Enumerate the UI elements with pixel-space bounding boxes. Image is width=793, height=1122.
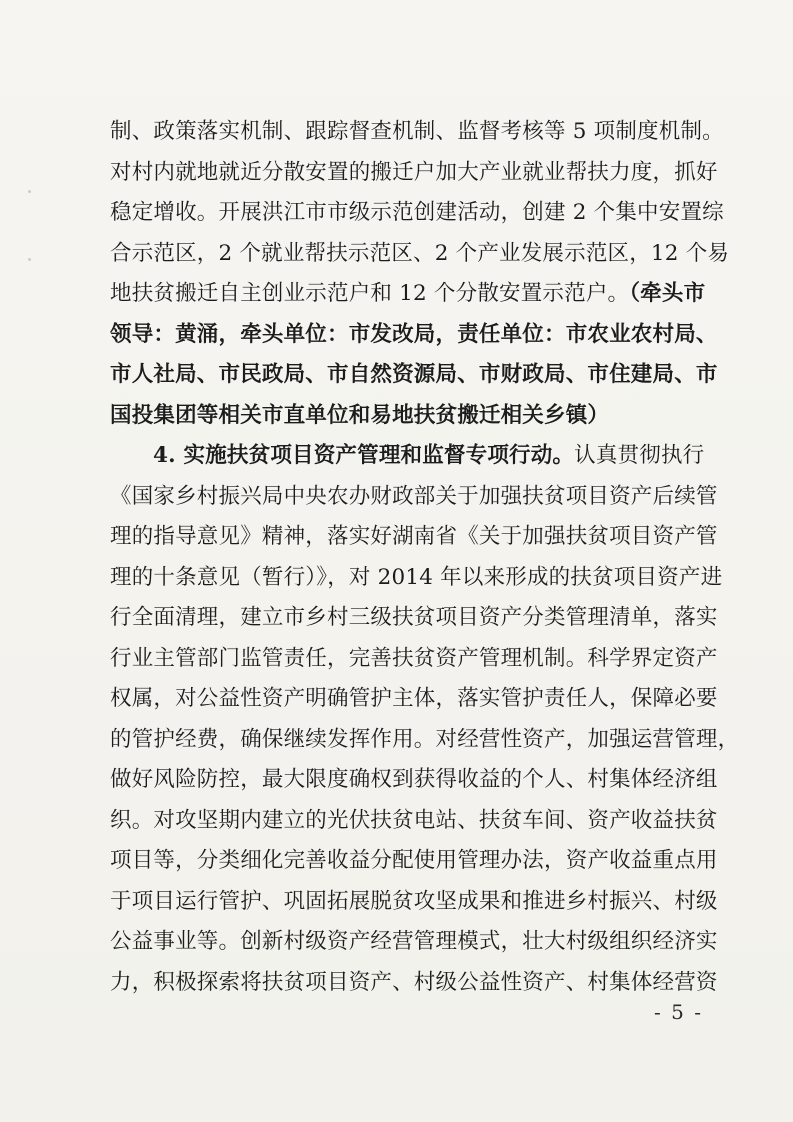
- section-heading-line: [110, 436, 710, 477]
- text-line: 于项目运行管护、巩固拓展脱贫攻坚成果和推进乡村振兴、村级: [110, 888, 718, 914]
- text-line: 制、政策落实机制、跟踪督查机制、监督考核等 5 项制度机制。: [110, 119, 724, 144]
- text-line: 行全面清理，建立市乡村三级扶贫项目资产分类管理清单，落实: [110, 605, 718, 630]
- text-segment: 认真贯彻执行: [574, 443, 705, 468]
- text-line: 项目等，分类细化完善收益分配使用管理办法，资产收益重点用: [110, 848, 718, 873]
- responsibility-note-line: 市人社局、市民政局、市自然资源局、市财政局、市住建局、市: [110, 362, 718, 387]
- text-line: 理的十条意见（暂行）》，对 2014 年以来形成的扶贫项目资产进: [110, 564, 723, 590]
- text-line: 理的指导意见》精神，落实好湖南省《关于加强扶贫项目资产管: [110, 524, 718, 549]
- text-line: [110, 274, 710, 315]
- section-heading: 4. 实施扶贫项目资产管理和监督专项行动。: [153, 443, 575, 468]
- text-line: 《国家乡村振兴局中央农办财政部关于加强扶贫项目资产后续管: [110, 483, 718, 509]
- text-line: 的管护经费，确保继续发挥作用。对经营性资产，加强运营管理，: [110, 726, 740, 752]
- responsibility-note-line: 国投集团等相关市直单位和易地扶贫搬迁相关乡镇）: [110, 402, 610, 428]
- text-line: 合示范区，2 个就业帮扶示范区、2 个产业发展示范区，12 个易: [110, 240, 730, 266]
- text-line: 做好风险防控，最大限度确权到获得收益的个人、村集体经济组: [110, 767, 718, 792]
- text-line: 对村内就地就近分散安置的搬迁户加大产业就业帮扶力度，抓好: [110, 159, 718, 185]
- paper-speck: [28, 258, 31, 261]
- responsibility-note-start: （牵头市: [629, 281, 706, 306]
- document-body: [110, 112, 740, 1003]
- page-number: - 5 -: [654, 1000, 703, 1024]
- text-line: 稳定增收。开展洪江市市级示范创建活动，创建 2 个集中安置综: [110, 200, 724, 225]
- responsibility-note-line: 领导：黄涌，牵头单位：市发改局，责任单位：市农业农村局、: [110, 321, 718, 347]
- text-line: 权属，对公益性资产明确管护主体，落实管护责任人，保障必要: [110, 686, 718, 711]
- text-line: 公益事业等。创新村级资产经营管理模式，壮大村级组织经济实: [110, 929, 718, 954]
- paper-speck: [28, 190, 31, 193]
- text-line: 行业主管部门监管责任，完善扶贫资产管理机制。科学界定资产: [110, 645, 718, 671]
- text-segment: 地扶贫搬迁自主创业示范户和 12 个分散安置示范户。: [110, 281, 630, 306]
- text-line: 织。对攻坚期内建立的光伏扶贫电站、扶贫车间、资产收益扶贫: [110, 807, 718, 833]
- text-line: 力，积极探索将扶贫项目资产、村级公益性资产、村集体经营资: [110, 969, 718, 995]
